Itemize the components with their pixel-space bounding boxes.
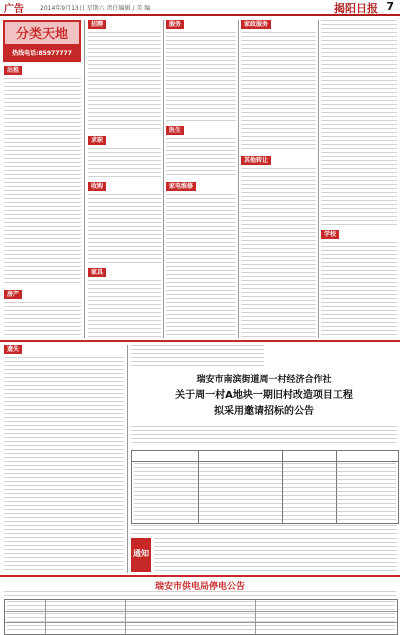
- notice-text-block: [154, 538, 397, 572]
- section-separator: [0, 575, 400, 577]
- notice-footer-text: [131, 525, 397, 535]
- section-tag-chuzu: 出租: [4, 66, 22, 75]
- notice-tag: 通知: [133, 549, 149, 558]
- outage-intro: [4, 591, 396, 597]
- outage-table-cells: [7, 601, 395, 633]
- notice-table-cells: [134, 463, 396, 521]
- section-tag-shouhuo: 收购: [88, 182, 106, 191]
- section-tag-zhaopin: 招聘: [88, 20, 106, 29]
- issue-meta: 2014年9月13日 星期六 责任编辑 / 美 编: [40, 5, 151, 12]
- section-separator: [0, 340, 400, 342]
- notice-table-header-row: [132, 451, 398, 462]
- ad-text-block: [88, 32, 161, 132]
- section-tag-yisheng: 医生: [166, 126, 184, 135]
- ad-text-block: [88, 148, 161, 178]
- ad-text-block: [4, 302, 81, 338]
- ad-text-block: [166, 32, 236, 122]
- masthead-hotline: 热线电话:85977777: [12, 50, 72, 57]
- main-notice-header: [131, 372, 397, 424]
- section-tag-fangchan: 房产: [4, 290, 22, 299]
- notice-title-line1: 瑞安市南滨街道周一村经济合作社: [196, 375, 332, 385]
- ad-text-block: [4, 78, 81, 286]
- column-divider: [318, 20, 319, 338]
- ad-text-block: [4, 357, 124, 572]
- masthead-title: 分类天地: [15, 27, 68, 42]
- notice-tag-box: [131, 538, 151, 572]
- column-divider: [84, 20, 85, 338]
- column-divider: [127, 345, 128, 573]
- ad-text-block: [241, 168, 316, 338]
- ad-text-block: [166, 138, 236, 178]
- notice-title-line3: 拟采用邀请招标的公告: [214, 406, 314, 417]
- ad-text-block: [321, 20, 397, 226]
- section-tag-xuexiao: 学校: [321, 230, 339, 239]
- page-header: [0, 0, 400, 16]
- ad-text-block: [88, 194, 161, 264]
- ad-text-block: [166, 194, 236, 338]
- section-tag-fuwu: 服务: [166, 20, 184, 29]
- column-divider: [163, 20, 164, 338]
- ad-text-block: [241, 32, 316, 152]
- section-tag-qiuzhi: 求职: [88, 136, 106, 145]
- column-divider: [238, 20, 239, 338]
- outage-title: 瑞安市供电局停电公告: [154, 582, 245, 592]
- ad-text-block: [131, 345, 264, 369]
- outage-table: [4, 599, 398, 635]
- section-tag-jiayongdianqi: 家电维修: [166, 182, 196, 191]
- section-tag-yishi: 遗失: [4, 345, 22, 354]
- section-name: 广告: [4, 4, 24, 15]
- section-tag-jiaju: 家具: [88, 268, 106, 277]
- classifieds-masthead: [3, 20, 81, 62]
- ad-text-block: [88, 280, 161, 338]
- ad-text-block: [321, 242, 397, 338]
- section-tag-qitazhuanrang: 其他转让: [241, 156, 271, 165]
- notice-body-text: [131, 426, 397, 446]
- notice-title-line2: 关于周一村A地块一期旧村改造项目工程: [175, 390, 353, 401]
- notice-table: [131, 450, 399, 524]
- newspaper-brand: 揭阳日报: [334, 2, 378, 15]
- section-tag-jiazheng: 家政服务: [241, 20, 271, 29]
- page-number: 7: [386, 0, 394, 13]
- power-outage-notice: [0, 578, 400, 634]
